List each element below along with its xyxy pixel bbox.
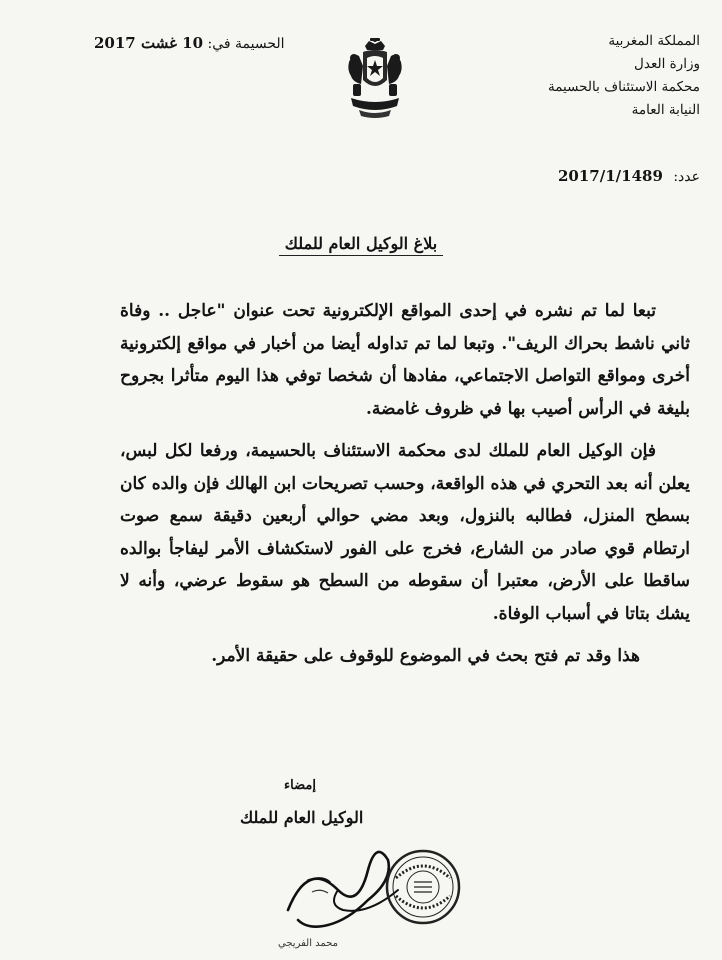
document-title [0, 234, 722, 253]
signature-block [240, 778, 360, 805]
place-and-date [94, 34, 285, 52]
court-line: محكمة الاستئناف بالحسيمة [548, 79, 700, 95]
paragraph-2: فإن الوكيل العام للملك لدى محكمة الاستئناف بالحسيمة، ورفعا لكل لبس، يعلن أنه بعد التحري في هذه الواقعة، وحسب تصريحات ابن الهالك فإن والده كان بسطح المنزل، فطالبه بالنزول، وبعد مضي حوالي أربعين دقيقة سمع صوت ارتطام قوي صادر من الشارع، فخرج على الفور لاستكشاف الأمر ليفاجأ بوالده ساقطا على الأرض، معتبرا أن سقوطه من السطح هو سقوط عرضي، وأنه لا يشك بتاتا في أسباب الوفاة. [120, 441, 690, 624]
paragraph-1: تبعا لما تم نشره في إحدى المواقع الإلكترونية تحت عنوان "عاجل .. وفاة ثاني ناشط بحراك الريف". وتبعا لما تم تداوله أيضا من أخبار في مواقع إلكترونية أخرى ومواقع التواصل الاجتماعي، مفادها أن شخصا توفي هذا اليوم متأثرا بجروح بليغة في الرأس أصيب بها في ظروف غامضة. [120, 301, 690, 419]
official-seal-stamp [384, 848, 462, 926]
document-date: 10 غشت 2017 [94, 34, 204, 52]
prosecution-line: النيابة العامة [631, 102, 700, 118]
reference-label: عدد: [673, 169, 700, 185]
signature-label: إمضاء [284, 778, 316, 793]
place-prefix: الحسيمة في: [207, 36, 285, 52]
statement-body [120, 295, 690, 673]
signer-title: الوكيل العام للملك [240, 808, 364, 827]
document-title-text: بلاغ الوكيل العام للملك [279, 234, 443, 256]
kingdom-line: المملكة المغربية [608, 33, 700, 49]
ministry-line: وزارة العدل [634, 56, 700, 72]
stamp-text [0, 0, 1, 1]
coat-of-arms-emblem [343, 36, 407, 120]
signer-name: محمد الفريجي [278, 938, 338, 949]
paragraph-3: هذا وقد تم فتح بحث في الموضوع للوقوف على حقيقة الأمر. [211, 646, 640, 666]
reference-value: 2017/1/1489 [558, 167, 663, 185]
issuing-authority [480, 30, 700, 122]
reference-number [558, 167, 700, 185]
